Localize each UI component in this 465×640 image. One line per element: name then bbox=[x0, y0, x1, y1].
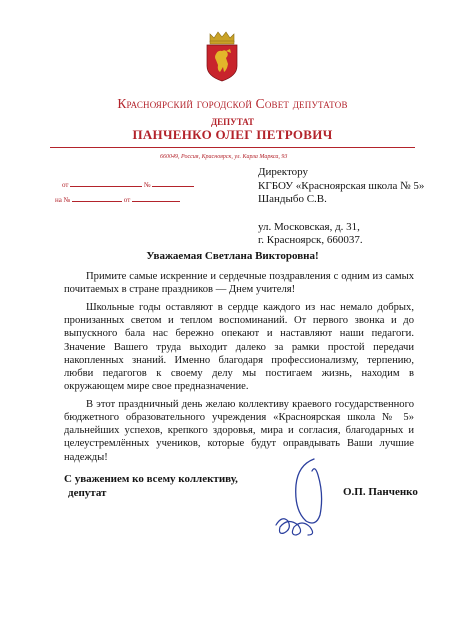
signer-name: О.П. Панченко bbox=[343, 486, 418, 498]
ref-date-field bbox=[70, 180, 142, 187]
recipient-block bbox=[258, 166, 424, 248]
body-paragraph: В этот праздничный день желаю коллективу краевого государственного бюджетного образовательного учреждения «Красноярская школа № 5» дальнейших успехов, крепкого здоровья, мира и согласия, благодарных и целеустремлённых учеников, которые будут оправдывать Ваши лучшие надежды! bbox=[64, 398, 414, 463]
ref-row-outgoing bbox=[62, 180, 194, 189]
ref-number-field bbox=[152, 180, 194, 187]
organization-title: Красноярский городской Совет депутатов bbox=[117, 96, 348, 111]
ref-number-label: № bbox=[143, 181, 151, 189]
closing-title: депутат bbox=[68, 487, 107, 499]
deputy-label: ДЕПУТАТ bbox=[210, 117, 255, 127]
recipient-address-line: ул. Московская, д. 31, bbox=[258, 220, 360, 233]
letterhead-address: 660049, Россия, Красноярск, ул. Карла Маркса, 93 bbox=[160, 154, 288, 160]
ref-incoming-number-field bbox=[72, 195, 122, 202]
recipient-line: Директору bbox=[258, 166, 308, 178]
recipient-line: Шандыбо С.В. bbox=[258, 193, 327, 205]
closing-block bbox=[64, 472, 238, 500]
ref-incoming-date-field bbox=[132, 195, 180, 202]
ref-on-label: на № bbox=[55, 196, 71, 204]
recipient-line: КГБОУ «Красноярская школа № 5» bbox=[258, 179, 425, 192]
body-paragraph: Примите самые искренние и сердечные поздравления с одним из самых почитаемых в стране праздников — Днем учителя! bbox=[64, 271, 414, 296]
ref-from-label: от bbox=[62, 181, 69, 189]
handwritten-signature bbox=[268, 455, 348, 545]
closing-line: С уважением ко всему коллективу, bbox=[64, 473, 238, 485]
header-divider bbox=[50, 147, 415, 148]
greeting: Уважаемая Светлана Викторовна! bbox=[146, 250, 319, 262]
ref-from2-label: от bbox=[123, 196, 131, 204]
deputy-name: ПАНЧЕНКО ОЛЕГ ПЕТРОВИЧ bbox=[132, 127, 333, 142]
ref-row-incoming bbox=[55, 195, 180, 204]
body-paragraph: Школьные годы оставляют в сердце каждого из нас немало добрых, пронизанных светом и теплом воспоминаний. От первого звонка и до выпускного бала нас бережно опекают и наставляют наши педагоги. Значение Вашего труда выходит далеко за рамки простой передачи накопленных знаний. Именно благодаря профессионализму, терпению, любви педагогов к своему делу мы постигаем жизнь, находим в окружающем мире свое предназначение. bbox=[64, 301, 414, 393]
recipient-address-line: г. Красноярск, 660037. bbox=[258, 234, 363, 246]
coat-of-arms-icon bbox=[204, 30, 240, 82]
letter-body bbox=[64, 270, 414, 468]
